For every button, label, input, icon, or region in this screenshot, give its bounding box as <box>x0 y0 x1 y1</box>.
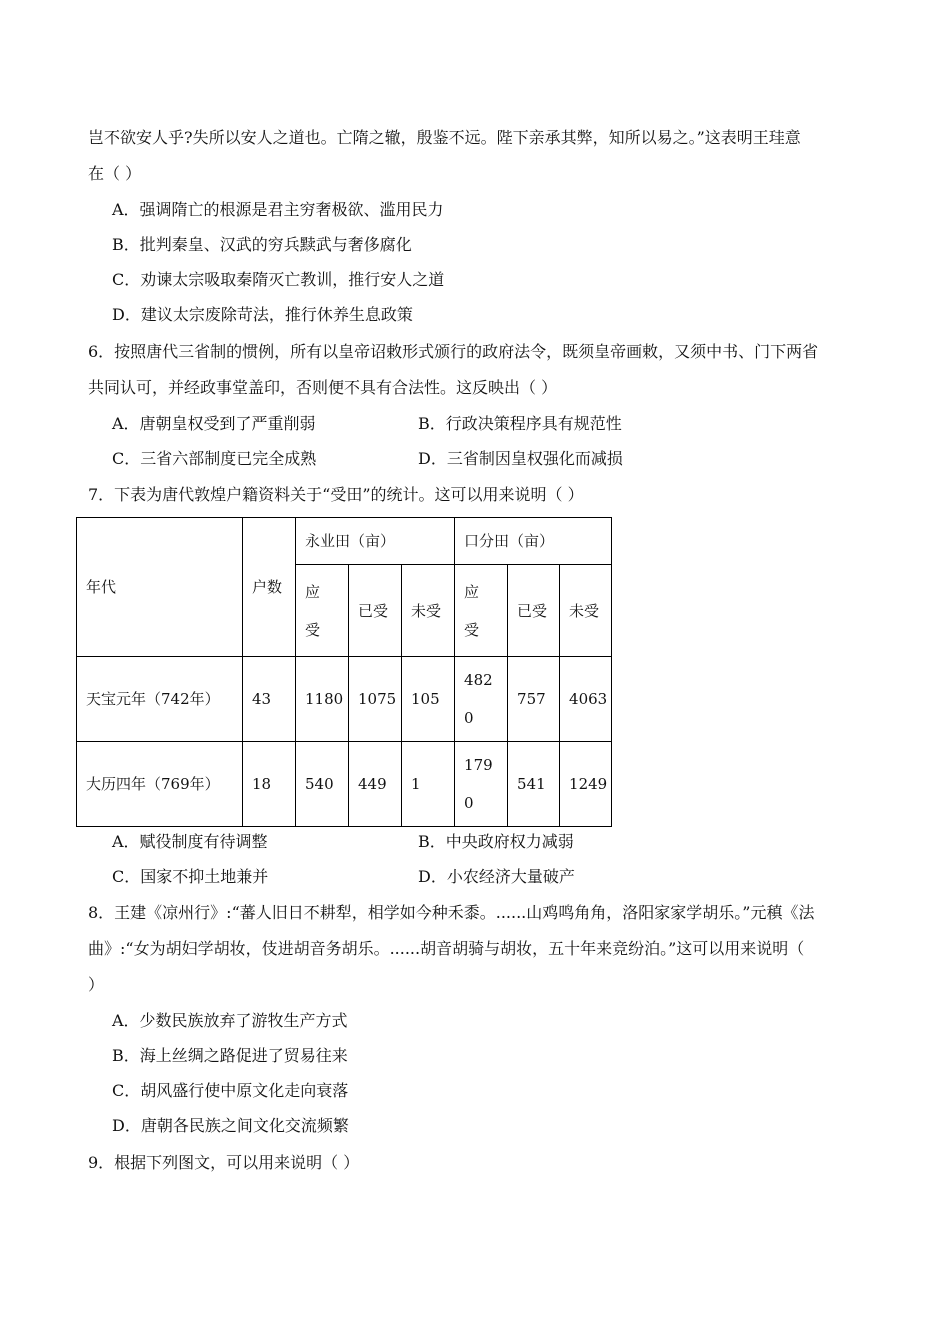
q7-option-d: D．小农经济大量破产 <box>418 867 575 886</box>
cell-koufen-not: 1249 <box>560 742 612 827</box>
subheader-koufen-not: 未受 <box>560 565 612 657</box>
cell-yongye-not: 1 <box>402 742 455 827</box>
cell-koufen-received: 757 <box>508 657 560 742</box>
q9-stem: 9．根据下列图文，可以用来说明（ ） <box>88 1153 360 1172</box>
q6-stem-line2: 共同认可，并经政事堂盖印，否则便不具有合法性。这反映出（ ） <box>88 378 558 397</box>
q6-option-a: A．唐朝皇权受到了严重削弱 <box>112 414 316 433</box>
table-header-row <box>77 518 612 565</box>
q5-option-a: A．强调隋亡的根源是君主穷奢极欲、滥用民力 <box>112 200 444 219</box>
header-koufen-field: 口分田（亩） <box>455 518 612 565</box>
cell-yongye-received: 449 <box>349 742 402 827</box>
q7-stem: 7．下表为唐代敦煌户籍资料关于“受田”的统计。这可以用来说明（ ） <box>88 485 584 504</box>
subheader-yongye-due: 应受 <box>296 565 349 657</box>
land-allocation-table <box>76 517 612 827</box>
cell-koufen-due: 4820 <box>455 657 508 742</box>
cell-year: 大历四年（769年） <box>77 742 243 827</box>
cell-koufen-not: 4063 <box>560 657 612 742</box>
q8-option-b: B．海上丝绸之路促进了贸易往来 <box>112 1046 348 1065</box>
q7-option-c: C．国家不抑土地兼并 <box>112 867 269 886</box>
q5-option-b: B．批判秦皇、汉武的穷兵黩武与奢侈腐化 <box>112 235 412 254</box>
q7-option-b: B．中央政府权力减弱 <box>418 832 574 851</box>
header-households: 户数 <box>243 518 296 657</box>
cell-koufen-due: 1790 <box>455 742 508 827</box>
q7-option-a: A．赋役制度有待调整 <box>112 832 268 851</box>
q5-stem-line1: 岂不欲安人乎?失所以安人之道也。亡隋之辙，殷鉴不远。陛下亲承其弊，知所以易之。”这表明王珪意 <box>88 128 801 147</box>
header-year: 年代 <box>77 518 243 657</box>
cell-households: 18 <box>243 742 296 827</box>
subheader-yongye-received: 已受 <box>349 565 402 657</box>
subheader-koufen-due: 应受 <box>455 565 508 657</box>
header-yongye-field: 永业田（亩） <box>296 518 455 565</box>
cell-yongye-due: 540 <box>296 742 349 827</box>
table-row <box>77 657 612 742</box>
cell-yongye-due: 1180 <box>296 657 349 742</box>
q5-option-c: C．劝谏太宗吸取秦隋灭亡教训，推行安人之道 <box>112 270 445 289</box>
table-row <box>77 742 612 827</box>
cell-koufen-received: 541 <box>508 742 560 827</box>
q5-stem-line2: 在（ ） <box>88 164 142 183</box>
q6-option-d: D．三省制因皇权强化而减损 <box>418 449 623 468</box>
subheader-koufen-received: 已受 <box>508 565 560 657</box>
q8-stem-line1: 8．王建《凉州行》:“蕃人旧日不耕犁，相学如今种禾黍。......山鸡鸣角角，洛阳家家学胡乐。”元稹《法 <box>88 903 815 922</box>
q8-stem-line2: 曲》:“女为胡妇学胡妆，伎进胡音务胡乐。......胡音胡骑与胡妆，五十年来竞纷泊。”这可以用来说明（ <box>88 939 805 958</box>
q6-option-b: B．行政决策程序具有规范性 <box>418 414 622 433</box>
cell-yongye-received: 1075 <box>349 657 402 742</box>
q5-option-d: D．建议太宗废除苛法，推行休养生息政策 <box>112 305 413 324</box>
cell-households: 43 <box>243 657 296 742</box>
cell-yongye-not: 105 <box>402 657 455 742</box>
q6-stem-line1: 6．按照唐代三省制的惯例，所有以皇帝诏敕形式颁行的政府法令，既须皇帝画敕，又须中书、门下两省 <box>88 342 819 361</box>
q8-stem-line3: ） <box>88 975 105 994</box>
q6-option-c: C．三省六部制度已完全成熟 <box>112 449 317 468</box>
cell-year: 天宝元年（742年） <box>77 657 243 742</box>
q8-option-a: A．少数民族放弃了游牧生产方式 <box>112 1011 348 1030</box>
q8-option-c: C．胡风盛行使中原文化走向衰落 <box>112 1081 349 1100</box>
subheader-yongye-not: 未受 <box>402 565 455 657</box>
q8-option-d: D．唐朝各民族之间文化交流频繁 <box>112 1116 349 1135</box>
